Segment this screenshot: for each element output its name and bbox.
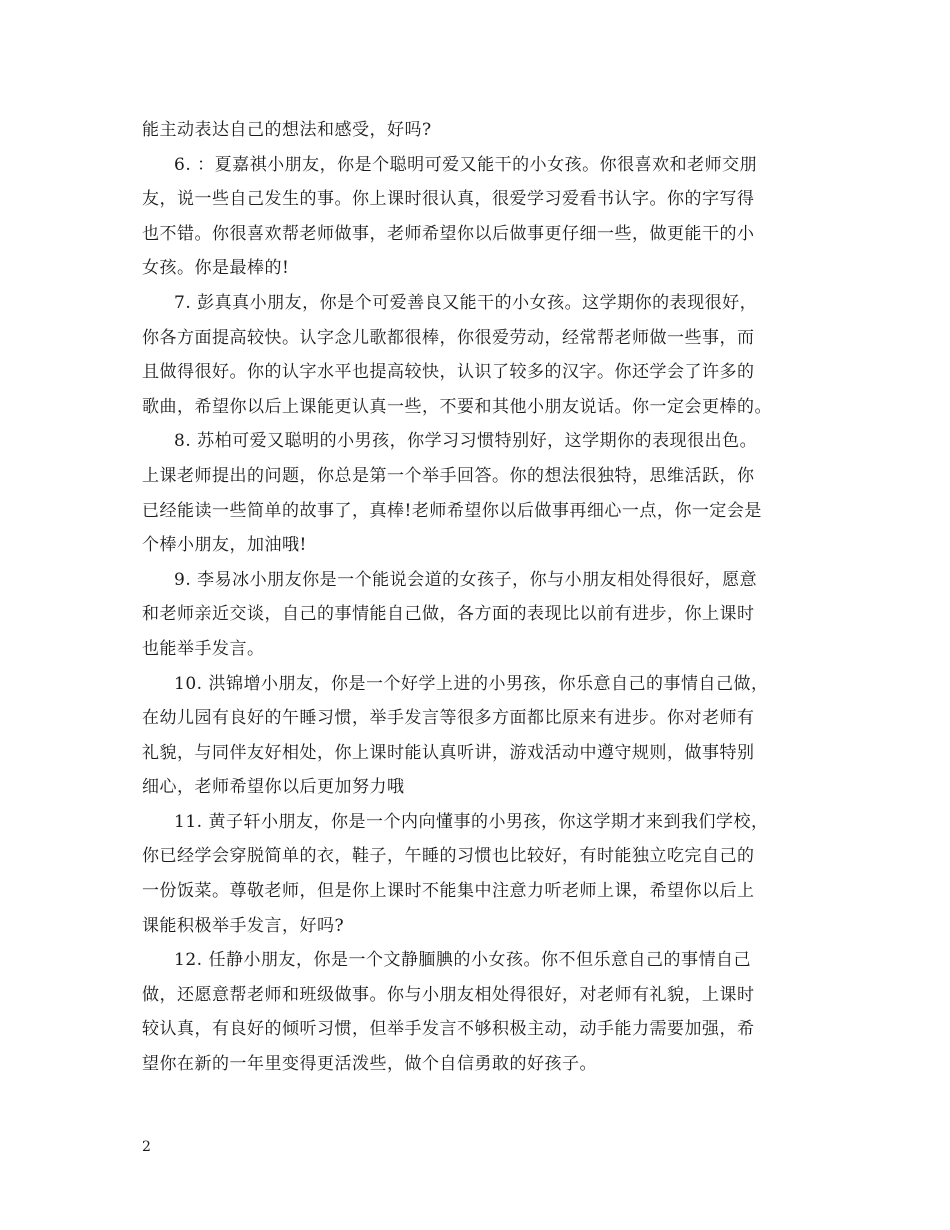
- text-line: 礼貌，与同伴友好相处，你上课时能认真听讲，游戏活动中遵守规则，做事特别: [142, 742, 755, 763]
- text-line: 友，说一些自己发生的事。你上课时很认真，很爱学习爱看书认字。你的字写得: [142, 189, 755, 210]
- paragraph-7-start: 7. 彭真真小朋友，你是个可爱善良又能干的小女孩。这学期你的表现很好，: [174, 292, 758, 313]
- paragraph-10-start: 10. 洪锦增小朋友，你是一个好学上进的小男孩，你乐意自己的事情自己做，: [174, 673, 769, 694]
- text-line: 和老师亲近交谈，自己的事情能自己做，各方面的表现比以前有进步，你上课时: [142, 604, 755, 625]
- text-line: 也能举手发言。: [142, 638, 265, 659]
- text-line: 也不错。你很喜欢帮老师做事，老师希望你以后做事更仔细一些，做更能干的小: [142, 223, 755, 244]
- text-line: 已经能读一些简单的故事了，真棒!老师希望你以后做事再细心一点，你一定会是: [142, 500, 762, 521]
- text-line: 望你在新的一年里变得更活泼些，做个自信勇敢的好孩子。: [142, 1054, 597, 1075]
- text-line: 你已经学会穿脱简单的衣，鞋子，午睡的习惯也比较好，有时能独立吃完自己的: [142, 846, 755, 867]
- text-line: 女孩。你是最棒的!: [142, 258, 290, 279]
- text-line: 上课老师提出的问题，你总是第一个举手回答。你的想法很独特，思维活跃，你: [142, 465, 755, 486]
- paragraph-12-start: 12. 任静小朋友，你是一个文静腼腆的小女孩。你不但乐意自己的事情自己: [174, 950, 751, 971]
- text-line: 歌曲，希望你以后上课能更认真一些，不要和其他小朋友说话。你一定会更棒的。: [142, 396, 772, 417]
- paragraph-6-start: 6. ：夏嘉祺小朋友，你是个聪明可爱又能干的小女孩。你很喜欢和老师交朋: [174, 154, 758, 175]
- text-line: 能主动表达自己的想法和感受，好吗?: [142, 120, 432, 140]
- paragraph-8-start: 8. 苏柏可爱又聪明的小男孩，你学习习惯特别好，这学期你的表现很出色。: [174, 431, 758, 452]
- document-body: [142, 113, 810, 1082]
- text-line: 细心，老师希望你以后更加努力哦: [142, 777, 405, 798]
- text-line: 你各方面提高较快。认字念儿歌都很棒，你很爱劳动，经常帮老师做一些事，而: [142, 327, 755, 348]
- text-line: 课能积极举手发言，好吗?: [142, 915, 345, 936]
- text-line: 一份饭菜。尊敬老师，但是你上课时不能集中注意力听老师上课，希望你以后上: [142, 881, 755, 902]
- text-line: 个棒小朋友，加油哦!: [142, 535, 307, 556]
- paragraph-9-start: 9. 李易冰小朋友你是一个能说会道的女孩子，你与小朋友相处得很好，愿意: [174, 569, 758, 590]
- text-line: 较认真，有良好的倾听习惯，但举手发言不够积极主动，动手能力需要加强，希: [142, 1019, 755, 1040]
- text-line: 做，还愿意帮老师和班级做事。你与小朋友相处得很好，对老师有礼貌，上课时: [142, 984, 755, 1005]
- text-line: 且做得很好。你的认字水平也提高较快，认识了较多的汉字。你还学会了许多的: [142, 362, 755, 383]
- page-number: 2: [142, 1139, 151, 1155]
- paragraph-11-start: 11. 黄子轩小朋友，你是一个内向懂事的小男孩，你这学期才来到我们学校，: [174, 811, 769, 832]
- text-line: 在幼儿园有良好的午睡习惯，举手发言等很多方面都比原来有进步。你对老师有: [142, 708, 755, 729]
